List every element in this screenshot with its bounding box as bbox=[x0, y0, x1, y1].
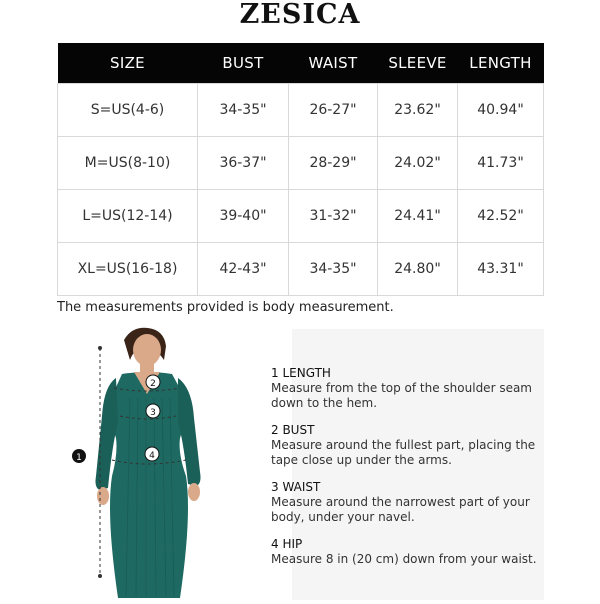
cell-size: M=US(8-10) bbox=[58, 137, 198, 190]
cell-bust: 39-40" bbox=[198, 190, 289, 243]
table-row bbox=[58, 84, 544, 137]
cell-sleeve: 24.80" bbox=[378, 243, 458, 296]
cell-length: 42.52" bbox=[458, 190, 544, 243]
model-figure bbox=[60, 326, 290, 600]
instruction-title: 3 WAIST bbox=[271, 480, 321, 494]
length-top-tick bbox=[98, 346, 102, 350]
brand-logo: ZESICA bbox=[239, 0, 361, 30]
instruction-length bbox=[271, 366, 541, 411]
marker-4 bbox=[145, 447, 159, 461]
size-chart-table bbox=[57, 43, 544, 296]
table-row bbox=[58, 137, 544, 190]
header-sleeve: SLEEVE bbox=[378, 43, 458, 84]
header-size: SIZE bbox=[58, 43, 198, 84]
cell-size: S=US(4-6) bbox=[58, 84, 198, 137]
cell-length: 40.94" bbox=[458, 84, 544, 137]
instruction-title: 1 LENGTH bbox=[271, 366, 331, 380]
marker-1-label: 1 bbox=[76, 453, 82, 463]
marker-2 bbox=[146, 375, 160, 389]
face-shape bbox=[133, 334, 161, 366]
cell-waist: 31-32" bbox=[289, 190, 378, 243]
instruction-bust bbox=[271, 423, 541, 468]
cell-waist: 28-29" bbox=[289, 137, 378, 190]
marker-2-label: 2 bbox=[150, 379, 156, 389]
marker-3 bbox=[146, 404, 160, 418]
cell-length: 43.31" bbox=[458, 243, 544, 296]
instruction-hip bbox=[271, 537, 541, 567]
measurement-note: The measurements provided is body measurement. bbox=[57, 300, 394, 315]
header-bust: BUST bbox=[198, 43, 289, 84]
cell-length: 41.73" bbox=[458, 137, 544, 190]
table-row bbox=[58, 190, 544, 243]
table-row bbox=[58, 243, 544, 296]
cell-waist: 26-27" bbox=[289, 84, 378, 137]
table-header-row bbox=[58, 43, 544, 84]
measurement-instructions bbox=[271, 366, 541, 579]
header-length: LENGTH bbox=[458, 43, 544, 84]
cell-size: L=US(12-14) bbox=[58, 190, 198, 243]
instruction-desc: Measure around the narrowest part of your body, under your navel. bbox=[271, 495, 530, 524]
cell-sleeve: 24.41" bbox=[378, 190, 458, 243]
instruction-desc: Measure around the fullest part, placing the tape close up under the arms. bbox=[271, 438, 536, 467]
cell-sleeve: 23.62" bbox=[378, 84, 458, 137]
cell-bust: 36-37" bbox=[198, 137, 289, 190]
cell-bust: 34-35" bbox=[198, 84, 289, 137]
cell-size: XL=US(16-18) bbox=[58, 243, 198, 296]
instruction-title: 2 BUST bbox=[271, 423, 315, 437]
left-hand bbox=[97, 487, 109, 505]
marker-4-label: 4 bbox=[149, 451, 155, 461]
length-bottom-tick bbox=[98, 574, 102, 578]
right-hand bbox=[188, 483, 200, 501]
marker-1 bbox=[72, 449, 86, 463]
instruction-desc: Measure from the top of the shoulder seam down to the hem. bbox=[271, 381, 532, 410]
instruction-title: 4 HIP bbox=[271, 537, 303, 551]
cell-waist: 34-35" bbox=[289, 243, 378, 296]
dress-illustration bbox=[60, 326, 290, 600]
header-waist: WAIST bbox=[289, 43, 378, 84]
cell-bust: 42-43" bbox=[198, 243, 289, 296]
marker-3-label: 3 bbox=[150, 408, 156, 418]
instruction-desc: Measure 8 in (20 cm) down from your waist. bbox=[271, 552, 537, 566]
instruction-waist bbox=[271, 480, 541, 525]
cell-sleeve: 24.02" bbox=[378, 137, 458, 190]
